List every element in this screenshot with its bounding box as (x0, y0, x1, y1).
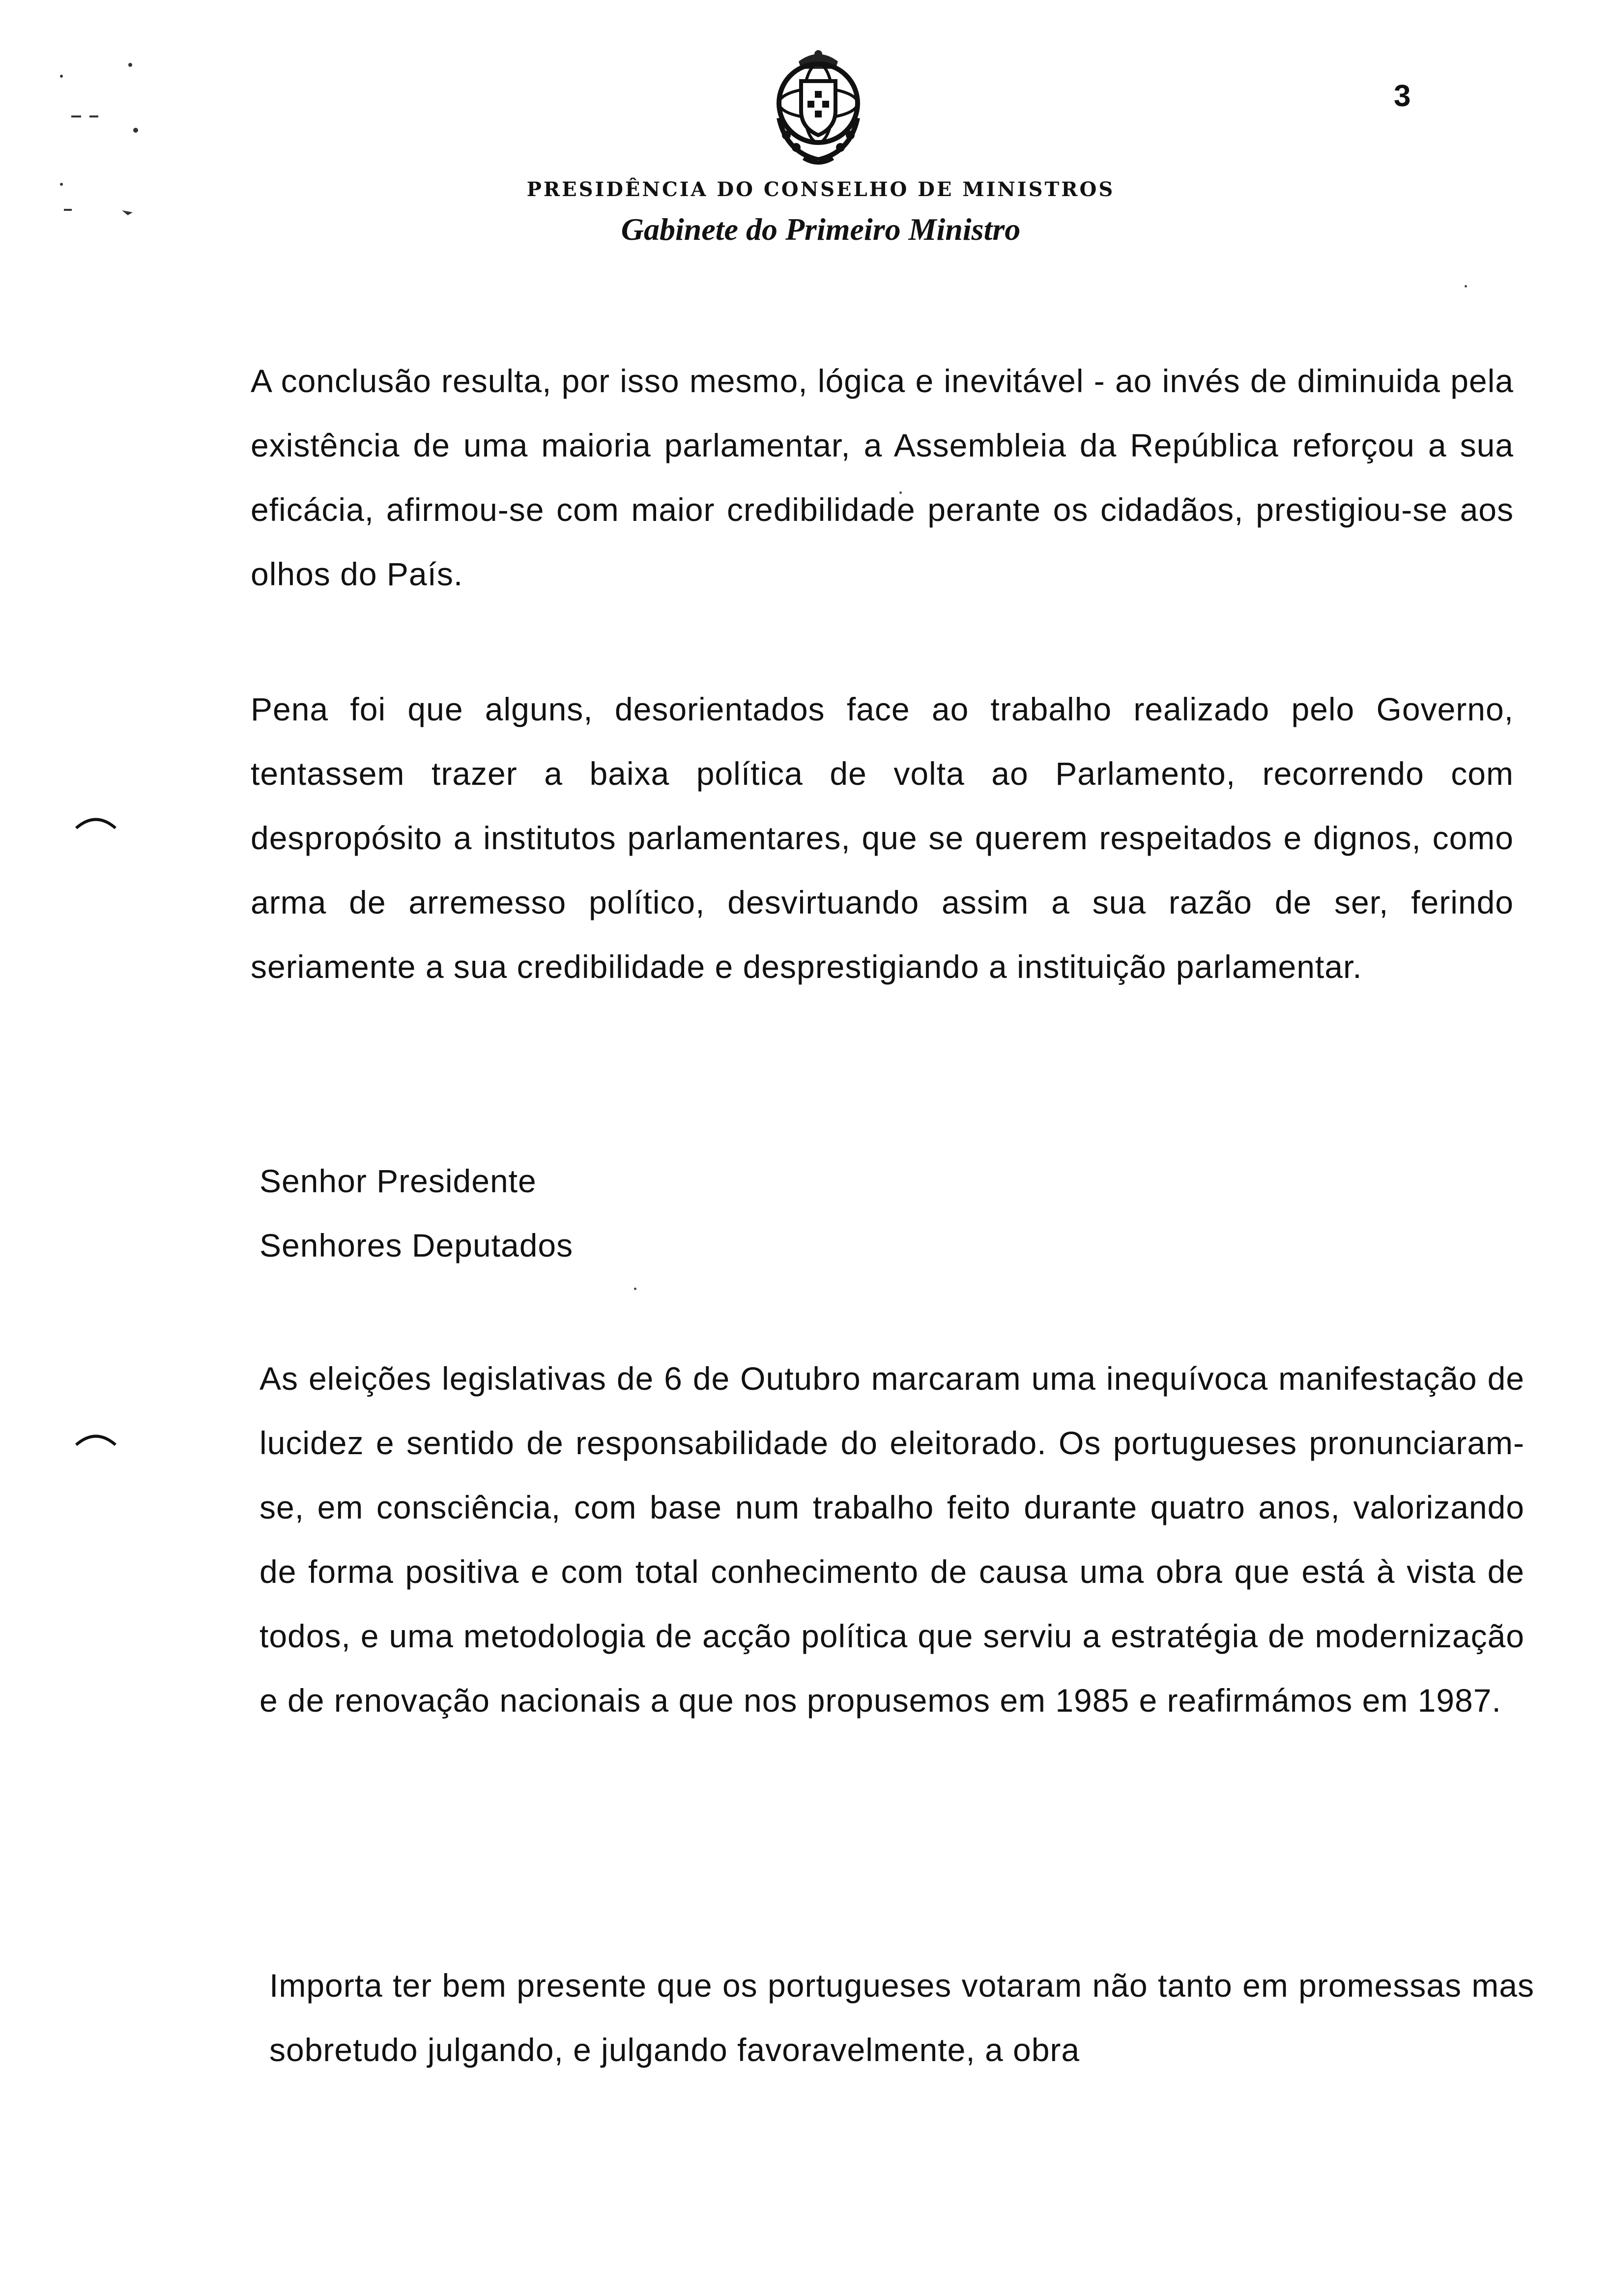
scan-speck (1465, 285, 1467, 287)
paragraph-conclusion: A conclusão resulta, por isso mesmo, lógica e inevitável - ao invés de diminuida pela existência de uma maioria parlamentar, a Assembleia da República reforçou a sua eficácia, afirmou-se com maior credibilidade perante os cidadãos, prestigiou-se aos olhos do País. (251, 363, 1514, 592)
paragraph-elections: As eleições legislativas de 6 de Outubro marcaram uma inequívoca manifestação de lucidez e sentido de responsabilidade do eleitorado. Os portugueses pronunciaram-se, em consciência, com base num trabalho feito durante quatro anos, valorizando de forma positiva e com total conhecimento de causa uma obra que está à vista de todos, e uma metodologia de acção política que serviu a estratégia de modernização e de renovação nacionais a que nos propusemos em 1985 e reafirmámos em 1987. (259, 1360, 1525, 1719)
page-number: 3 (1394, 79, 1411, 113)
scan-speck (634, 1288, 636, 1290)
margin-scan-marks (44, 54, 162, 231)
margin-mark (74, 811, 118, 831)
margin-mark (74, 1428, 118, 1447)
office-heading: PRESIDÊNCIA DO CONSELHO DE MINISTROS (526, 178, 1115, 201)
paragraph-opposition: Pena foi que alguns, desorientados face ao trabalho realizado pelo Governo, tentassem trazer a baixa política de volta ao Parlamento, recorrendo com despropósito a institutos parlamentares, que se querem respeitados e dignos, como arma de arremesso político, desvirtuando assim a sua razão de ser, ferindo seriamente a sua credibilidade e desprestigiando a instituição parlamentar. (251, 691, 1514, 985)
paragraph-judgement: Importa ter bem presente que os portugueses votaram não tanto em promessas mas sobretudo julgando, e julgando favoravelmente, a obra (269, 1967, 1534, 2068)
salutation-president: Senhor Presidente (259, 1163, 537, 1199)
office-subheading: Gabinete do Primeiro Ministro (621, 212, 1021, 247)
salutation-deputies: Senhores Deputados (259, 1227, 574, 1263)
portuguese-coat-of-arms-icon (757, 44, 880, 167)
